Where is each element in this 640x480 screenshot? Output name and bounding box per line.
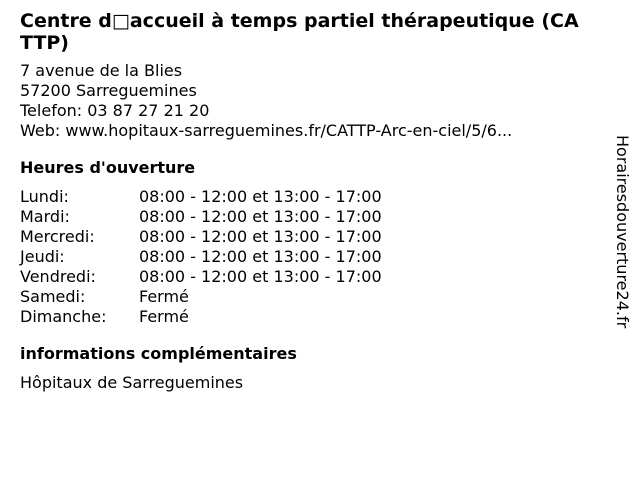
day-label: Jeudi: xyxy=(20,247,65,266)
hours-value: 08:00 - 12:00 et 13:00 - 17:00 xyxy=(139,187,382,206)
website-link[interactable]: Web: www.hopitaux-sarreguemines.fr/CATTP-Arc-en-ciel/5/6... xyxy=(20,121,513,140)
site-watermark: Horairesdouverture24.fr xyxy=(613,135,632,329)
opening-hours-table xyxy=(20,187,610,327)
city-address: 57200 Sarreguemines xyxy=(20,81,197,100)
page-title: Centre d□accueil à temps partiel thérapeutique (CA TTP) xyxy=(20,10,579,54)
address-block xyxy=(20,61,610,141)
day-label: Mardi: xyxy=(20,207,70,226)
additional-info-heading: informations complémentaires xyxy=(20,344,297,363)
hours-value: 08:00 - 12:00 et 13:00 - 17:00 xyxy=(139,247,382,266)
day-label: Samedi: xyxy=(20,287,86,306)
hours-row-friday xyxy=(20,267,610,287)
day-label: Mercredi: xyxy=(20,227,95,246)
opening-hours-heading: Heures d'ouverture xyxy=(20,158,196,177)
additional-info-text: Hôpitaux de Sarreguemines xyxy=(20,373,244,392)
hours-value: 08:00 - 12:00 et 13:00 - 17:00 xyxy=(139,267,382,286)
hours-row-saturday xyxy=(20,287,610,307)
hours-row-wednesday xyxy=(20,227,610,247)
hours-value: Fermé xyxy=(139,287,189,306)
day-label: Dimanche: xyxy=(20,307,107,326)
phone-number: Telefon: 03 87 27 21 20 xyxy=(20,101,210,120)
hours-row-monday xyxy=(20,187,610,207)
hours-value: 08:00 - 12:00 et 13:00 - 17:00 xyxy=(139,207,382,226)
street-address: 7 avenue de la Blies xyxy=(20,61,183,80)
day-label: Lundi: xyxy=(20,187,69,206)
hours-row-tuesday xyxy=(20,207,610,227)
day-label: Vendredi: xyxy=(20,267,96,286)
business-card xyxy=(20,10,610,393)
hours-row-thursday xyxy=(20,247,610,267)
hours-row-sunday xyxy=(20,307,610,327)
hours-value: 08:00 - 12:00 et 13:00 - 17:00 xyxy=(139,227,382,246)
hours-value: Fermé xyxy=(139,307,189,326)
